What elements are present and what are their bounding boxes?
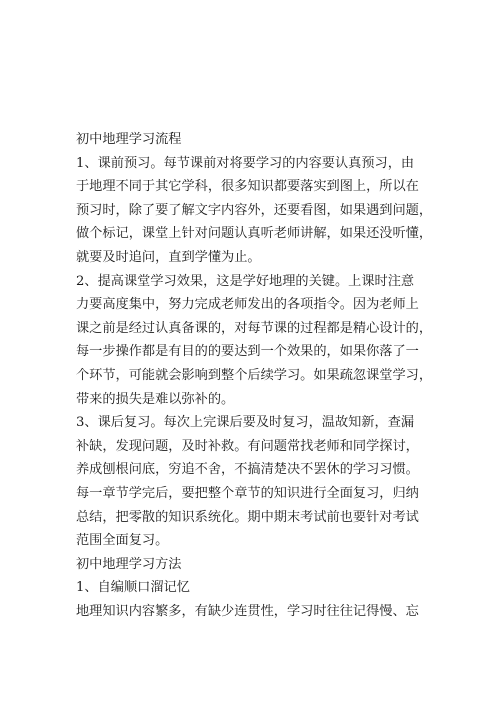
paragraph-line: 每一步操作都是有目的的要达到一个效果的，如果你落了一 (76, 344, 419, 360)
paragraph-line: 每一章节学完后，要把整个章节的知识进行全面复习，归纳 (76, 485, 419, 501)
paragraph-line: 总结，把零散的知识系统化。期中期末考试前也要针对考试 (76, 509, 419, 525)
paragraph-line: 个环节，可能就会影响到整个后续学习。如果疏忽课堂学习， (76, 367, 432, 383)
paragraph-line: 于地理不同于其它学科，很多知识都要落实到图上，所以在 (76, 179, 419, 195)
paragraph-line: 范围全面复习。 (76, 533, 169, 549)
paragraph-line: 2、提高课堂学习效果，这是学好地理的关键。上课时注意 (76, 273, 415, 289)
paragraph-line: 就要及时追问，直到学懂为止。 (76, 249, 261, 265)
paragraph-line: 3、课后复习。每次上完课后要及时复习，温故知新，查漏 (76, 415, 415, 431)
paragraph-line: 带来的损失是难以弥补的。 (76, 391, 235, 407)
paragraph-line: 预习时，除了要了解文字内容外，还要看图，如果遇到问题， (76, 202, 432, 218)
paragraph-line: 地理知识内容繁多，有缺少连贯性，学习时往往记得慢、忘 (76, 603, 419, 619)
paragraph-line: 课之前是经过认真备课的，对每节课的过程都是精心设计的， (76, 320, 432, 336)
paragraph-line: 养成刨根问底，穷追不舍，不搞清楚决不罢休的学习习惯。 (76, 462, 419, 478)
paragraph-line: 力要高度集中，努力完成老师发出的各项指令。因为老师上 (76, 297, 419, 313)
paragraph-line: 做个标记，课堂上针对问题认真听老师讲解，如果还没听懂， (76, 226, 432, 242)
document-body (76, 128, 432, 623)
paragraph-line: 1、课前预习。每节课前对将要学习的内容要认真预习，由 (76, 155, 415, 171)
subsection-heading: 1、自编顺口溜记忆 (76, 580, 190, 596)
section-heading-methods: 初中地理学习方法 (76, 556, 182, 572)
section-heading-process: 初中地理学习流程 (76, 132, 182, 147)
paragraph-line: 补缺，发现问题，及时补救。有问题常找老师和同学探讨， (76, 438, 419, 454)
